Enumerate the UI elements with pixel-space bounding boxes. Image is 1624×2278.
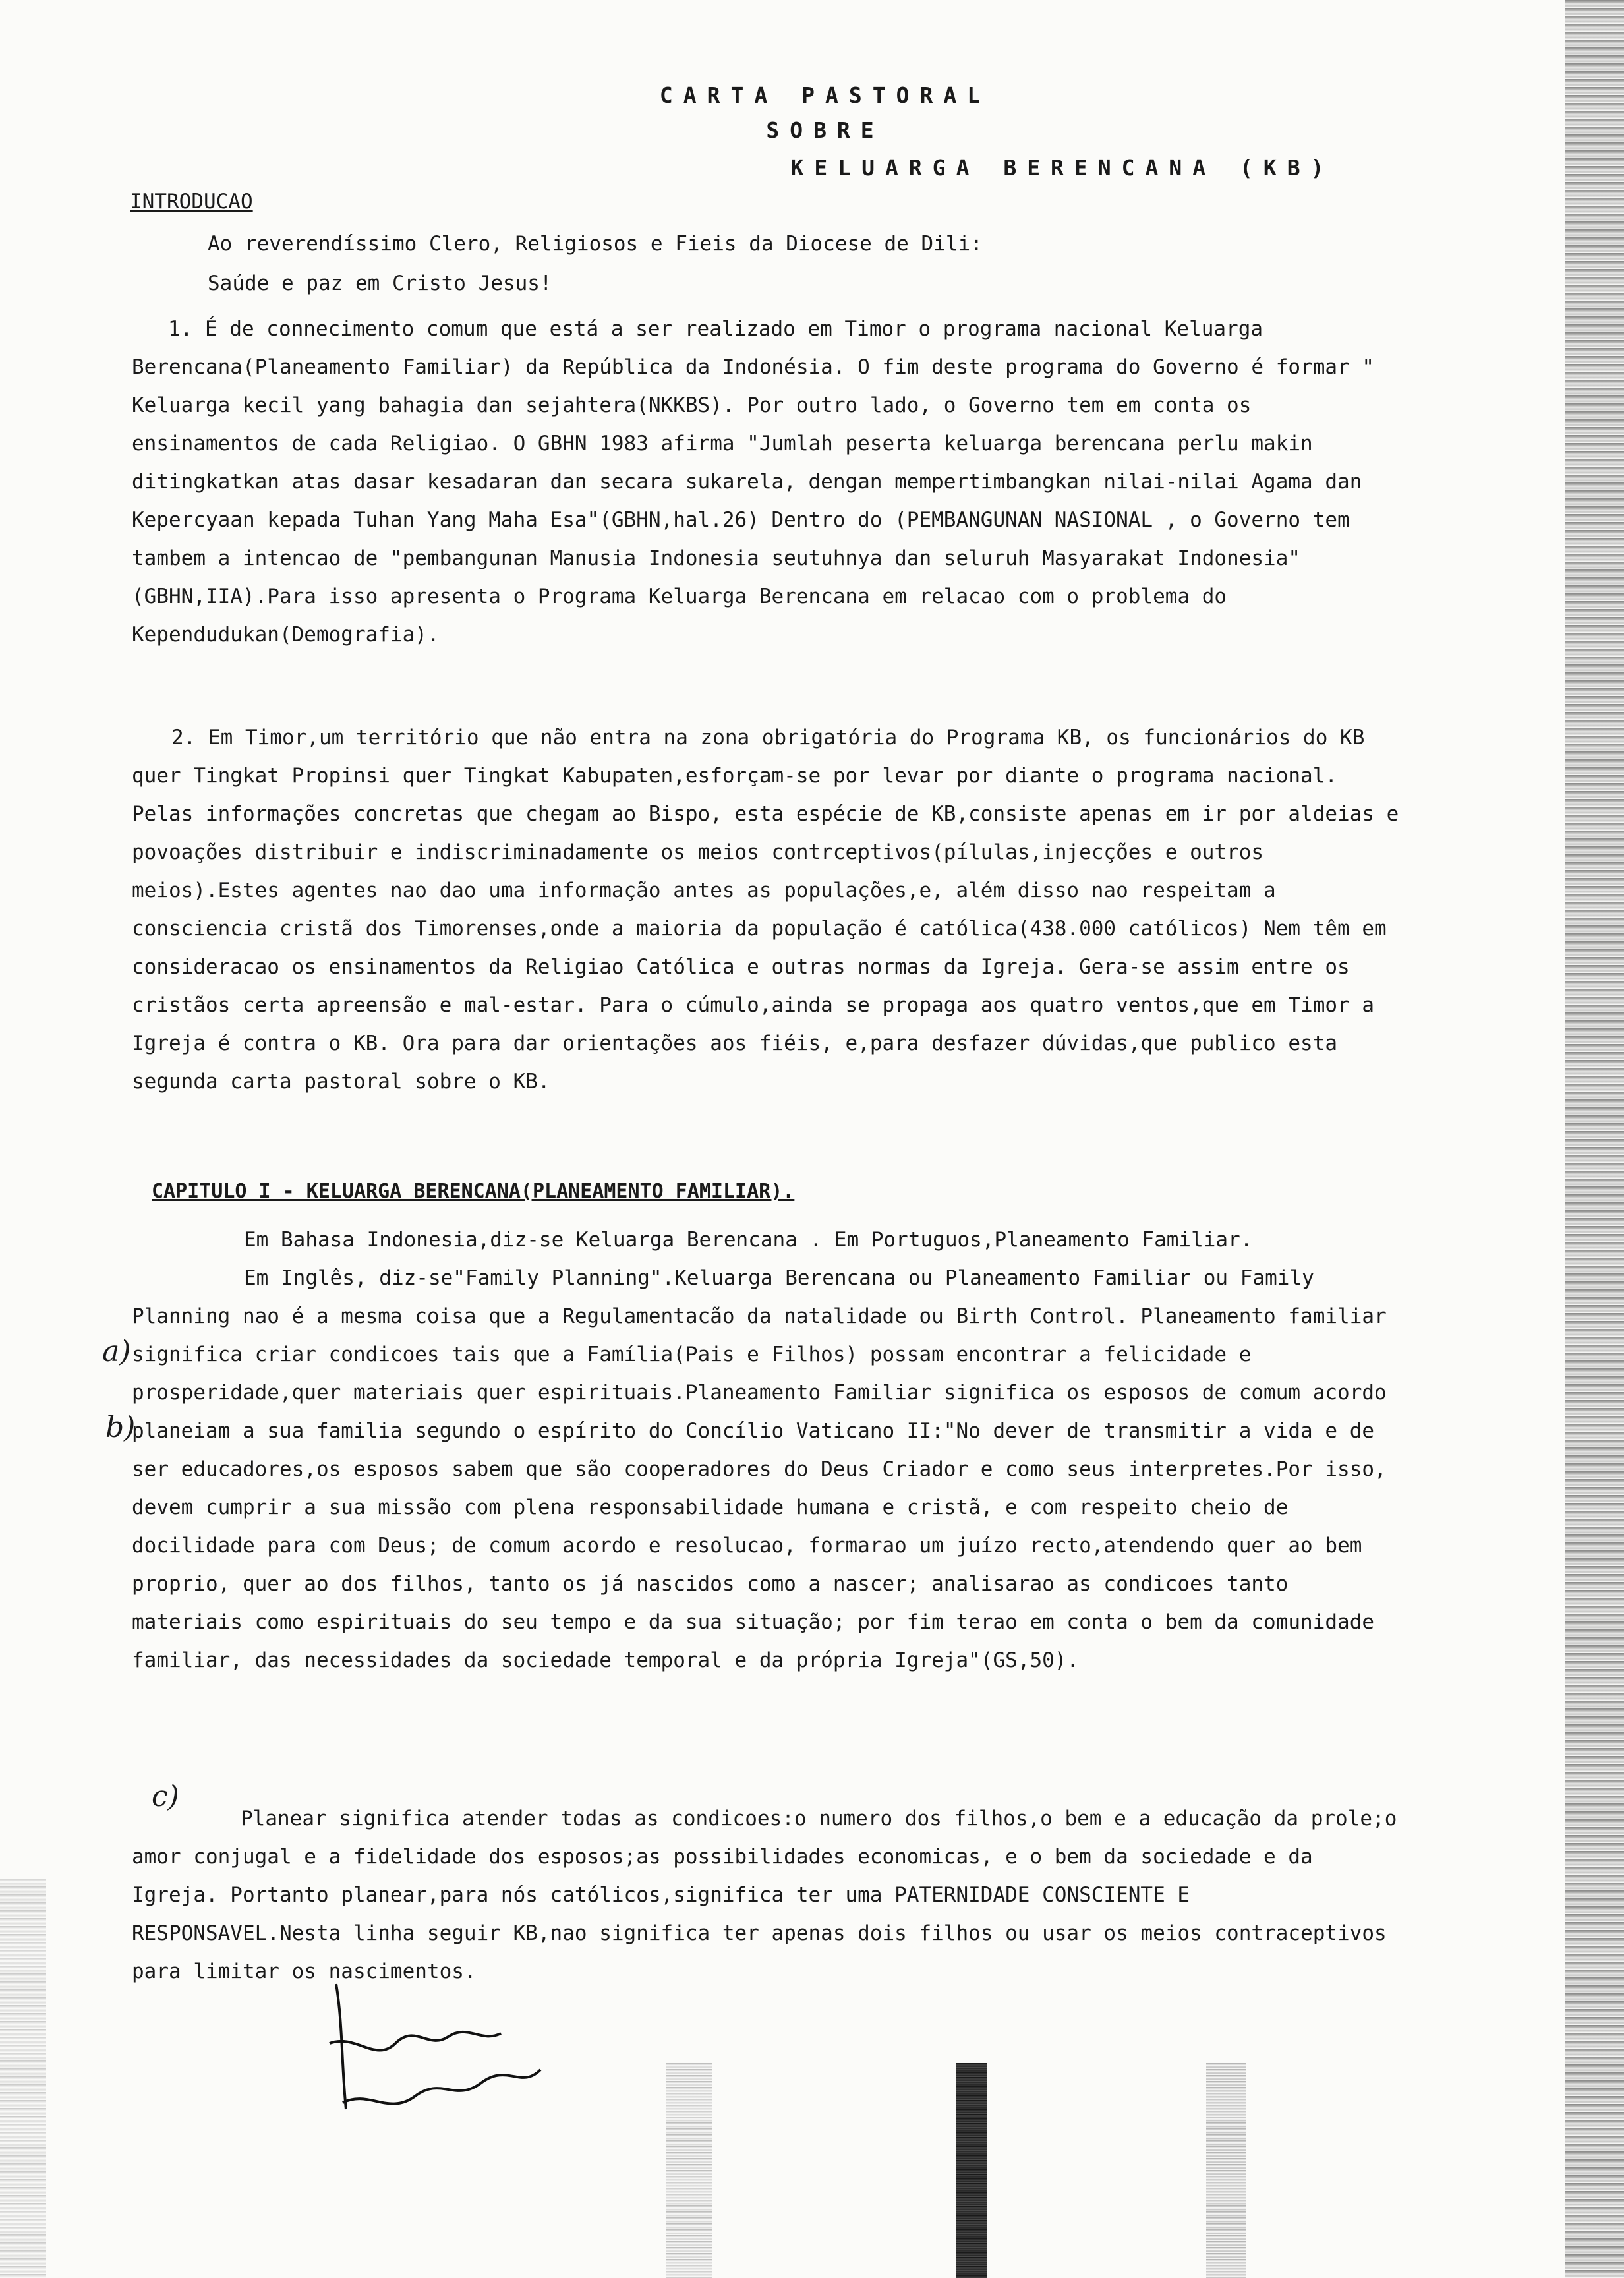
paragraph-text: Em Inglês, diz-se"Family Planning".Keluarga Berencana ou Planeamento Familiar ou Family Planning nao é a mesma coisa que a Regulamentacão da natalidade ou Birth Control. Planeamento familiar significa criar condicoes tais que a Família(Pais e Filhos) possam encontrar a felicidade e prosperidade,quer materiais quer espirituais.Planeamento Familiar significa os esposos de comum acordo planeiam a sua familia segundo o espírito do Concílio Vaticano II:"No dever de transmitir a vida e de ser educadores,os esposos sabem que são cooperadores do Deus Criador e como seus interpretes.Por isso, devem cumprir a sua missão com plena responsabilidade humana e cristã, e com respeito cheio de docilidade para com Deus; de comum acordo e resolucao, formarao um juízo recto,atendendo quer ao bem proprio, quer ao dos filhos, tanto os já nascidos como a nascer; analisarao as condicoes tanto materiais como espirituais do seu tempo e da sua situação; por fim terao em conta o bem da comunidade familiar, das necessidades da sociedade temporal e da própria Igreja"(GS,50). — [132, 1266, 1387, 1672]
document-title: CARTA PASTORAL — [659, 82, 991, 108]
scan-artifact — [956, 2063, 987, 2278]
paragraph-text: Planear significa atender todas as condicoes:o numero dos filhos,o bem e a educação da prole;o amor conjugal e a fidelidade dos esposos;as possibilidades economicas, e o bem da sociedade e da Igreja. Portanto planear,para nós católicos,significa ter uma PATERNIDADE CONSCIENTE E RESPONSAVEL.Nesta linha seguir KB,nao significa ter apenas dois filhos ou usar os meios contraceptivos para limitar os nascimentos. — [132, 1807, 1397, 1983]
handwritten-marker-a: a) — [102, 1335, 131, 1368]
handwritten-marker-c: c) — [152, 1780, 179, 1813]
greeting-line: Ao reverendíssimo Clero, Religiosos e Fieis da Diocese de Dili: — [208, 232, 983, 256]
scan-artifact — [666, 2063, 712, 2278]
document-subject: KELUARGA BERENCANA (KB) — [790, 155, 1335, 181]
paragraph-5 — [132, 1799, 1404, 1991]
scan-edge-noise — [1565, 0, 1624, 2278]
scan-artifact — [1206, 2063, 1246, 2278]
handwritten-marker-b: b) — [105, 1411, 136, 1444]
greeting-line: Saúde e paz em Cristo Jesus! — [208, 272, 552, 295]
paragraph-1 — [132, 310, 1404, 654]
intro-heading: INTRODUCAO — [130, 190, 253, 214]
paragraph-3 — [132, 1221, 1404, 1259]
paragraph-text: 1. É de connecimento comum que está a ser realizado em Timor o programa nacional Keluarga Berencana(Planeamento Familiar) da República da Indonésia. O fim deste programa do Governo é formar " Keluarga kecil yang bahagia dan sejahtera(NKKBS). Por outro lado, o Governo tem em conta os ensinamentos de cada Religiao. O GBHN 1983 afirma "Jumlah peserta keluarga berencana perlu makin ditingkatkan atas dasar kesadaran dan secara sukarela, dengan mempertimbangkan nilai-nilai Agama dan Kepercyaan kepada Tuhan Yang Maha Esa"(GBHN,hal.26) Dentro do (PEMBANGUNAN NASIONAL , o Governo tem tambem a intencao de "pembangunan Manusia Indonesia seutuhnya dan seluruh Masyarakat Indonesia"(GBHN,IIA).Para isso apresenta o Programa Keluarga Berencana em relacao com o problema do Kependudukan(Demografia). — [132, 317, 1375, 647]
document-subtitle: SOBRE — [766, 117, 884, 143]
scan-edge-noise-left — [0, 1879, 46, 2278]
paragraph-2 — [132, 718, 1404, 1101]
paragraph-4 — [132, 1259, 1404, 1679]
handwritten-signature — [316, 1971, 567, 2142]
paragraph-text: Em Bahasa Indonesia,diz-se Keluarga Berencana . Em Portuguos,Planeamento Familiar. — [244, 1228, 1253, 1252]
paragraph-text: 2. Em Timor,um território que não entra na zona obrigatória do Programa KB, os funcionários do KB quer Tingkat Propinsi quer Tingkat Kabupaten,esforçam-se por levar por diante o programa nacional. Pelas informações concretas que chegam ao Bispo, esta espécie de KB,consiste apenas em ir por aldeias e povoações distribuir e indiscriminadamente os meios contrceptivos(pílulas,injecções e outros meios).Estes agentes nao dao uma informação antes as populações,e, além disso nao respeitam a consciencia cristã dos Timorenses,onde a maioria da população é católica(438.000 católicos) Nem têm em consideracao os ensinamentos da Religiao Católica e outras normas da Igreja. Gera-se assim entre os cristãos certa apreensão e mal-estar. Para o cúmulo,ainda se propaga aos quatro ventos,que em Timor a Igreja é contra o KB. Ora para dar orientações aos fiéis, e,para desfazer dúvidas,que publico esta segunda carta pastoral sobre o KB. — [132, 726, 1399, 1094]
chapter-heading: CAPITULO I - KELUARGA BERENCANA(PLANEAMENTO FAMILIAR). — [152, 1180, 795, 1203]
